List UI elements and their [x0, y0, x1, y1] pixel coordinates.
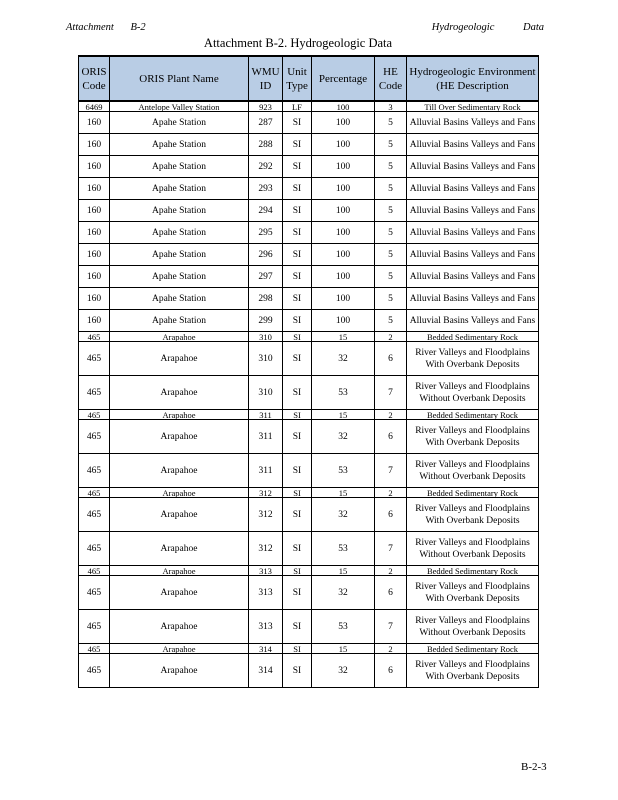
- cell-oris-code: 160: [79, 288, 110, 310]
- cell-unit-type: SI: [283, 222, 312, 244]
- cell-oris-code: 465: [79, 342, 110, 376]
- cell-wmu-id: 312: [249, 488, 283, 498]
- cell-wmu-id: 311: [249, 454, 283, 488]
- cell-he-description: Till Over Sedimentary Rock: [407, 101, 539, 112]
- cell-he-code: 5: [375, 200, 407, 222]
- cell-he-code: 6: [375, 420, 407, 454]
- table-row: [79, 156, 539, 178]
- cell-plant-name: Apahe Station: [110, 310, 249, 332]
- cell-wmu-id: 310: [249, 342, 283, 376]
- cell-wmu-id: 310: [249, 332, 283, 342]
- cell-he-code: 5: [375, 244, 407, 266]
- cell-oris-code: 465: [79, 610, 110, 644]
- table-row: [79, 498, 539, 532]
- cell-unit-type: SI: [283, 654, 312, 688]
- table-header-row: [79, 56, 539, 101]
- cell-oris-code: 465: [79, 454, 110, 488]
- cell-percentage: 100: [312, 266, 375, 288]
- cell-he-description: River Valleys and Floodplains Without Overbank Deposits: [407, 376, 539, 410]
- table-row: [79, 566, 539, 576]
- cell-he-code: 7: [375, 610, 407, 644]
- cell-percentage: 15: [312, 332, 375, 342]
- table-row: [79, 610, 539, 644]
- cell-wmu-id: 297: [249, 266, 283, 288]
- page-title: Attachment B-2. Hydrogeologic Data: [203, 36, 393, 50]
- cell-he-description: Alluvial Basins Valleys and Fans: [407, 244, 539, 266]
- cell-wmu-id: 314: [249, 654, 283, 688]
- cell-oris-code: 160: [79, 200, 110, 222]
- cell-unit-type: SI: [283, 454, 312, 488]
- cell-oris-code: 465: [79, 376, 110, 410]
- cell-oris-code: 465: [79, 532, 110, 566]
- cell-plant-name: Apahe Station: [110, 156, 249, 178]
- cell-plant-name: Arapahoe: [110, 498, 249, 532]
- cell-he-code: 6: [375, 498, 407, 532]
- cell-unit-type: SI: [283, 576, 312, 610]
- cell-oris-code: 465: [79, 410, 110, 420]
- table-row: [79, 112, 539, 134]
- cell-he-code: 6: [375, 576, 407, 610]
- cell-wmu-id: 314: [249, 644, 283, 654]
- cell-percentage: 100: [312, 178, 375, 200]
- cell-he-code: 7: [375, 376, 407, 410]
- cell-he-description: River Valleys and Floodplains With Overbank Deposits: [407, 420, 539, 454]
- cell-he-description: Alluvial Basins Valleys and Fans: [407, 310, 539, 332]
- cell-unit-type: SI: [283, 156, 312, 178]
- cell-plant-name: Apahe Station: [110, 244, 249, 266]
- cell-wmu-id: 288: [249, 134, 283, 156]
- cell-he-code: 2: [375, 644, 407, 654]
- table-row: [79, 101, 539, 112]
- cell-wmu-id: 923: [249, 101, 283, 112]
- cell-wmu-id: 287: [249, 112, 283, 134]
- col-header-he-code: HE Code: [375, 56, 407, 101]
- cell-wmu-id: 298: [249, 288, 283, 310]
- cell-wmu-id: 313: [249, 610, 283, 644]
- page-number: B-2-3: [521, 761, 547, 773]
- cell-percentage: 100: [312, 222, 375, 244]
- cell-he-description: River Valleys and Floodplains Without Overbank Deposits: [407, 454, 539, 488]
- table-row: [79, 532, 539, 566]
- cell-he-code: 7: [375, 532, 407, 566]
- table-row: [79, 222, 539, 244]
- cell-unit-type: SI: [283, 610, 312, 644]
- header-word-data: Data: [523, 22, 544, 33]
- header-attachment-label: Attachment: [66, 22, 114, 33]
- cell-wmu-id: 295: [249, 222, 283, 244]
- cell-unit-type: SI: [283, 532, 312, 566]
- cell-plant-name: Arapahoe: [110, 332, 249, 342]
- cell-plant-name: Arapahoe: [110, 532, 249, 566]
- cell-plant-name: Apahe Station: [110, 222, 249, 244]
- cell-unit-type: SI: [283, 342, 312, 376]
- table-body: [79, 101, 539, 688]
- cell-he-code: 2: [375, 488, 407, 498]
- cell-percentage: 32: [312, 342, 375, 376]
- cell-unit-type: SI: [283, 488, 312, 498]
- cell-he-code: 5: [375, 178, 407, 200]
- cell-he-code: 2: [375, 410, 407, 420]
- cell-oris-code: 465: [79, 420, 110, 454]
- cell-he-code: 5: [375, 222, 407, 244]
- table-row: [79, 178, 539, 200]
- cell-wmu-id: 313: [249, 566, 283, 576]
- cell-he-description: River Valleys and Floodplains With Overbank Deposits: [407, 576, 539, 610]
- cell-he-code: 5: [375, 156, 407, 178]
- cell-he-description: River Valleys and Floodplains With Overbank Deposits: [407, 342, 539, 376]
- table-row: [79, 488, 539, 498]
- cell-he-description: Alluvial Basins Valleys and Fans: [407, 222, 539, 244]
- cell-oris-code: 465: [79, 498, 110, 532]
- cell-percentage: 100: [312, 244, 375, 266]
- cell-percentage: 32: [312, 498, 375, 532]
- cell-he-description: River Valleys and Floodplains Without Overbank Deposits: [407, 532, 539, 566]
- table-row: [79, 376, 539, 410]
- cell-percentage: 53: [312, 376, 375, 410]
- table-row: [79, 410, 539, 420]
- cell-percentage: 100: [312, 288, 375, 310]
- cell-plant-name: Arapahoe: [110, 576, 249, 610]
- cell-plant-name: Apahe Station: [110, 178, 249, 200]
- cell-percentage: 100: [312, 101, 375, 112]
- cell-percentage: 15: [312, 410, 375, 420]
- col-header-wmu-id: WMU ID: [249, 56, 283, 101]
- cell-percentage: 53: [312, 454, 375, 488]
- header-word-hydrogeologic: Hydrogeologic: [431, 22, 495, 33]
- cell-he-description: Bedded Sedimentary Rock: [407, 566, 539, 576]
- cell-percentage: 100: [312, 156, 375, 178]
- cell-he-description: Alluvial Basins Valleys and Fans: [407, 134, 539, 156]
- table-row: [79, 420, 539, 454]
- cell-unit-type: SI: [283, 200, 312, 222]
- cell-percentage: 15: [312, 488, 375, 498]
- col-header-plant-name: ORIS Plant Name: [110, 56, 249, 101]
- cell-he-description: Alluvial Basins Valleys and Fans: [407, 156, 539, 178]
- cell-plant-name: Apahe Station: [110, 288, 249, 310]
- table-row: [79, 644, 539, 654]
- table-row: [79, 576, 539, 610]
- cell-plant-name: Arapahoe: [110, 488, 249, 498]
- cell-he-code: 6: [375, 654, 407, 688]
- cell-unit-type: SI: [283, 244, 312, 266]
- cell-unit-type: SI: [283, 112, 312, 134]
- header-attachment-code: B-2: [130, 22, 146, 33]
- cell-wmu-id: 311: [249, 410, 283, 420]
- cell-wmu-id: 292: [249, 156, 283, 178]
- cell-wmu-id: 294: [249, 200, 283, 222]
- cell-percentage: 32: [312, 654, 375, 688]
- cell-plant-name: Arapahoe: [110, 610, 249, 644]
- cell-he-description: Bedded Sedimentary Rock: [407, 332, 539, 342]
- cell-oris-code: 160: [79, 156, 110, 178]
- col-header-oris-code: ORIS Code: [79, 56, 110, 101]
- col-header-percentage: Percentage: [312, 56, 375, 101]
- cell-percentage: 53: [312, 532, 375, 566]
- cell-unit-type: SI: [283, 310, 312, 332]
- cell-he-description: River Valleys and Floodplains With Overbank Deposits: [407, 498, 539, 532]
- running-header-left: [66, 22, 160, 33]
- cell-unit-type: SI: [283, 332, 312, 342]
- cell-he-code: 6: [375, 342, 407, 376]
- cell-oris-code: 160: [79, 244, 110, 266]
- cell-wmu-id: 312: [249, 498, 283, 532]
- cell-wmu-id: 296: [249, 244, 283, 266]
- col-header-unit-type: Unit Type: [283, 56, 312, 101]
- cell-plant-name: Arapahoe: [110, 566, 249, 576]
- cell-unit-type: SI: [283, 376, 312, 410]
- cell-oris-code: 160: [79, 310, 110, 332]
- cell-plant-name: Apahe Station: [110, 200, 249, 222]
- cell-he-code: 5: [375, 288, 407, 310]
- cell-wmu-id: 293: [249, 178, 283, 200]
- cell-unit-type: SI: [283, 420, 312, 454]
- cell-he-description: Alluvial Basins Valleys and Fans: [407, 200, 539, 222]
- cell-oris-code: 160: [79, 134, 110, 156]
- cell-he-code: 2: [375, 566, 407, 576]
- table-row: [79, 454, 539, 488]
- cell-oris-code: 6469: [79, 101, 110, 112]
- cell-unit-type: LF: [283, 101, 312, 112]
- cell-plant-name: Arapahoe: [110, 410, 249, 420]
- cell-plant-name: Arapahoe: [110, 376, 249, 410]
- cell-wmu-id: 310: [249, 376, 283, 410]
- table-row: [79, 332, 539, 342]
- cell-plant-name: Antelope Valley Station: [110, 101, 249, 112]
- cell-percentage: 100: [312, 112, 375, 134]
- cell-unit-type: SI: [283, 178, 312, 200]
- col-header-he-description: Hydrogeologic Environment (HE Description: [407, 56, 539, 101]
- cell-percentage: 15: [312, 566, 375, 576]
- cell-oris-code: 465: [79, 332, 110, 342]
- cell-percentage: 32: [312, 576, 375, 610]
- cell-percentage: 15: [312, 644, 375, 654]
- cell-oris-code: 465: [79, 644, 110, 654]
- cell-oris-code: 465: [79, 654, 110, 688]
- cell-plant-name: Arapahoe: [110, 420, 249, 454]
- cell-unit-type: SI: [283, 566, 312, 576]
- cell-unit-type: SI: [283, 266, 312, 288]
- cell-oris-code: 160: [79, 112, 110, 134]
- table-row: [79, 200, 539, 222]
- cell-oris-code: 160: [79, 266, 110, 288]
- cell-he-description: Alluvial Basins Valleys and Fans: [407, 288, 539, 310]
- cell-wmu-id: 311: [249, 420, 283, 454]
- cell-unit-type: SI: [283, 410, 312, 420]
- cell-he-description: River Valleys and Floodplains Without Overbank Deposits: [407, 610, 539, 644]
- hydrogeologic-data-table: [78, 55, 539, 688]
- cell-unit-type: SI: [283, 644, 312, 654]
- cell-wmu-id: 299: [249, 310, 283, 332]
- cell-plant-name: Arapahoe: [110, 644, 249, 654]
- cell-plant-name: Arapahoe: [110, 654, 249, 688]
- cell-he-code: 2: [375, 332, 407, 342]
- cell-oris-code: 465: [79, 566, 110, 576]
- cell-plant-name: Arapahoe: [110, 342, 249, 376]
- cell-unit-type: SI: [283, 498, 312, 532]
- table-row: [79, 654, 539, 688]
- cell-wmu-id: 312: [249, 532, 283, 566]
- cell-plant-name: Apahe Station: [110, 266, 249, 288]
- cell-he-code: 5: [375, 266, 407, 288]
- cell-percentage: 53: [312, 610, 375, 644]
- table-row: [79, 266, 539, 288]
- cell-plant-name: Arapahoe: [110, 454, 249, 488]
- cell-plant-name: Apahe Station: [110, 112, 249, 134]
- cell-he-description: Alluvial Basins Valleys and Fans: [407, 266, 539, 288]
- cell-oris-code: 465: [79, 576, 110, 610]
- cell-oris-code: 465: [79, 488, 110, 498]
- cell-he-code: 5: [375, 134, 407, 156]
- cell-he-code: 3: [375, 101, 407, 112]
- cell-he-description: Bedded Sedimentary Rock: [407, 488, 539, 498]
- cell-oris-code: 160: [79, 222, 110, 244]
- cell-he-code: 5: [375, 112, 407, 134]
- cell-plant-name: Apahe Station: [110, 134, 249, 156]
- running-header-right: [432, 22, 544, 33]
- cell-percentage: 100: [312, 200, 375, 222]
- table-row: [79, 342, 539, 376]
- cell-he-description: Alluvial Basins Valleys and Fans: [407, 112, 539, 134]
- cell-he-code: 5: [375, 310, 407, 332]
- cell-he-description: River Valleys and Floodplains With Overbank Deposits: [407, 654, 539, 688]
- cell-percentage: 32: [312, 420, 375, 454]
- cell-he-code: 7: [375, 454, 407, 488]
- cell-percentage: 100: [312, 310, 375, 332]
- table-row: [79, 310, 539, 332]
- cell-he-description: Bedded Sedimentary Rock: [407, 410, 539, 420]
- cell-oris-code: 160: [79, 178, 110, 200]
- table-row: [79, 134, 539, 156]
- cell-percentage: 100: [312, 134, 375, 156]
- table-row: [79, 288, 539, 310]
- cell-unit-type: SI: [283, 288, 312, 310]
- table-row: [79, 244, 539, 266]
- cell-he-description: Bedded Sedimentary Rock: [407, 644, 539, 654]
- cell-he-description: Alluvial Basins Valleys and Fans: [407, 178, 539, 200]
- cell-unit-type: SI: [283, 134, 312, 156]
- cell-wmu-id: 313: [249, 576, 283, 610]
